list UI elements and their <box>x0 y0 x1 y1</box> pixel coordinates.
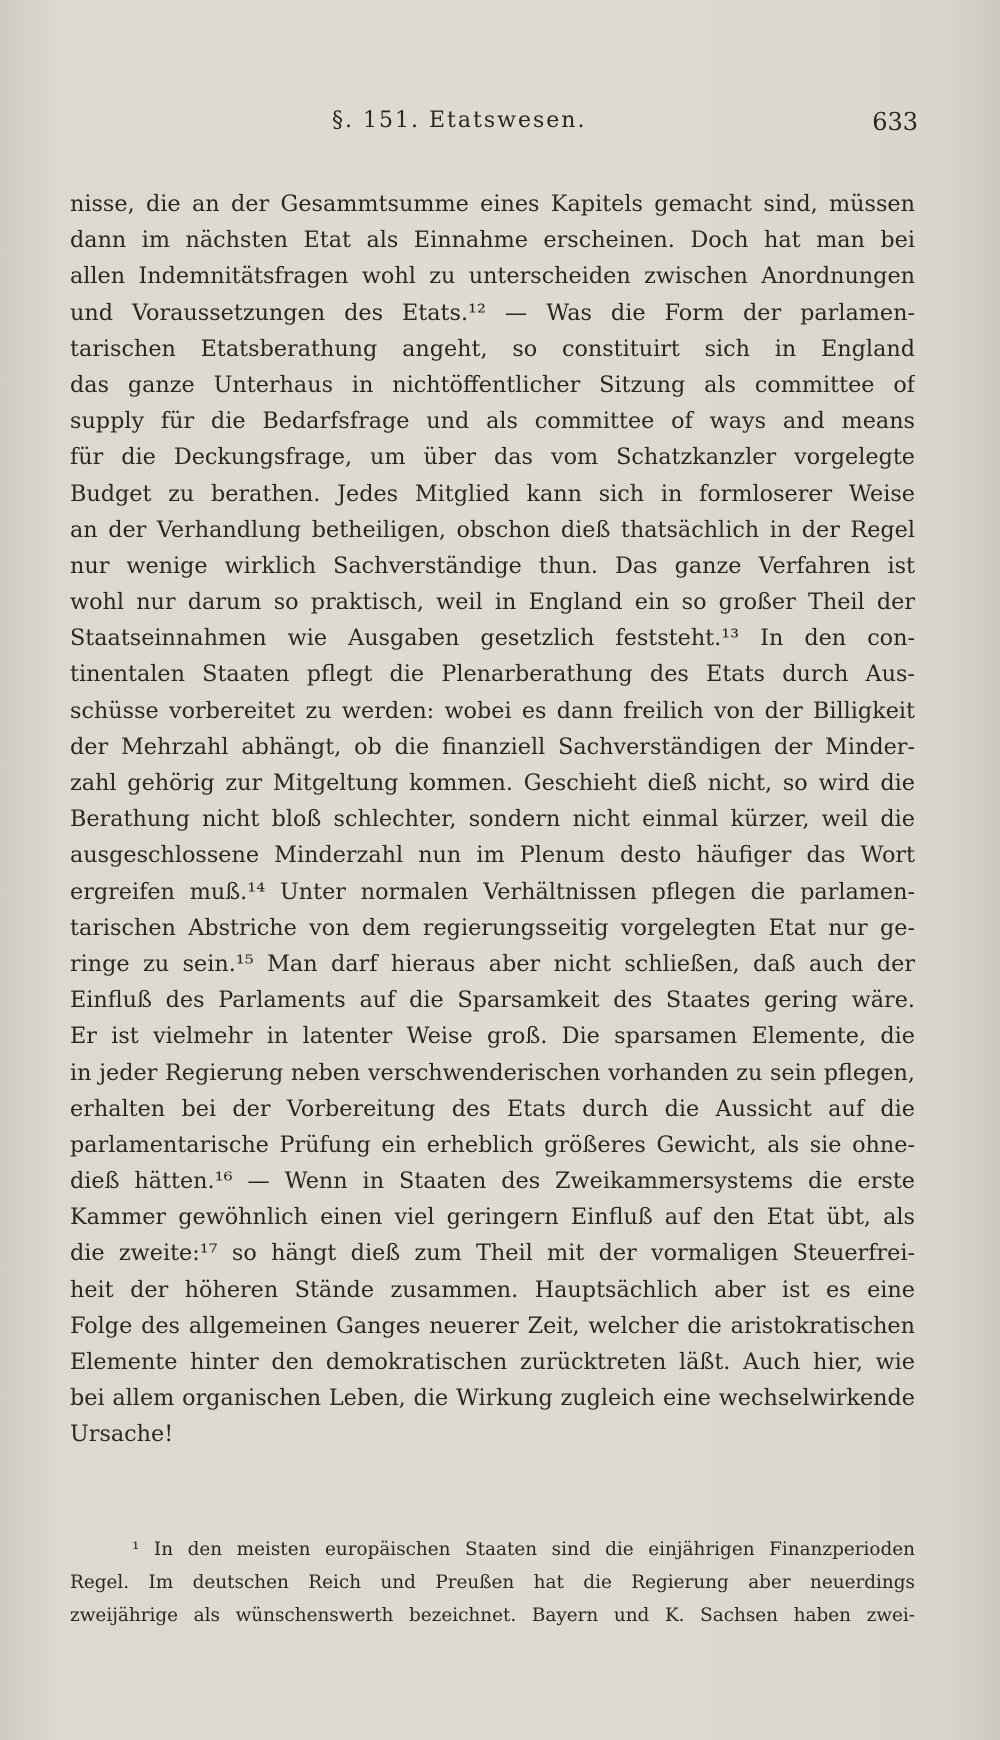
text-line: tarischen Abstriche von dem regierungsseitig vorgelegten Etat nur ge- <box>70 914 915 941</box>
page-number: 633 <box>872 108 918 136</box>
text-line: die zweite:¹⁷ so hängt dieß zum Theil mit der vormaligen Steuerfrei- <box>70 1240 915 1267</box>
footnotes <box>70 1533 915 1632</box>
text-line: nur wenige wirklich Sachverständige thun. Das ganze Verfahren ist <box>70 552 915 579</box>
text-line: Folge des allgemeinen Ganges neuerer Zeit, welcher die aristokratischen <box>70 1312 915 1339</box>
text-line: ergreifen muß.¹⁴ Unter normalen Verhältnissen pflegen die parlamen- <box>70 878 915 905</box>
text-line: Budget zu berathen. Jedes Mitglied kann sich in formloserer Weise <box>70 480 915 507</box>
text-line: Elemente hinter den demokratischen zurücktreten läßt. Auch hier, wie <box>70 1349 915 1375</box>
text-line: und Voraussetzungen des Etats.¹² — Was die Form der parlamen- <box>70 299 915 326</box>
text-line: an der Verhandlung betheiligen, obschon dieß thatsächlich in der Regel <box>70 516 915 543</box>
text-line: dieß hätten.¹⁶ — Wenn in Staaten des Zweikammersystems die erste <box>70 1168 915 1195</box>
text-line: zahl gehörig zur Mitgeltung kommen. Geschieht dieß nicht, so wird die <box>70 770 915 796</box>
text-line: erhalten bei der Vorbereitung des Etats durch die Aussicht auf die <box>70 1095 915 1122</box>
text-line: wohl nur darum so praktisch, weil in England ein so großer Theil der <box>70 589 915 616</box>
text-line: allen Indemnitätsfragen wohl zu unterscheiden zwischen Anordnungen <box>70 263 915 290</box>
text-line: bei allem organischen Leben, die Wirkung zugleich eine wechselwirkende <box>70 1385 915 1412</box>
text-line: ringe zu sein.¹⁵ Man darf hieraus aber nicht schließen, daß auch der <box>70 950 915 977</box>
text-line: tarischen Etatsberathung angeht, so constituirt sich in England <box>70 335 915 362</box>
text-line: ausgeschlossene Minderzahl nun im Plenum desto häufiger das Wort <box>70 842 915 869</box>
text-line: nisse, die an der Gesammtsumme eines Kapitels gemacht sind, müssen <box>70 191 915 217</box>
body-text <box>70 186 915 1453</box>
text-line: dann im nächsten Etat als Einnahme erscheinen. Doch hat man bei <box>70 227 915 254</box>
text-line: schüsse vorbereitet zu werden: wobei es dann freilich von der Billigkeit <box>70 697 915 724</box>
text-line: parlamentarische Prüfung ein erheblich größeres Gewicht, als sie ohne- <box>70 1131 915 1158</box>
text-line: tinentalen Staaten pflegt die Plenarberathung des Etats durch Aus- <box>70 661 915 688</box>
text-line: Kammer gewöhnlich einen viel geringern Einfluß auf den Etat übt, als <box>70 1204 915 1231</box>
text-line: Staatseinnahmen wie Ausgaben gesetzlich feststeht.¹³ In den con- <box>70 625 915 652</box>
footnote-line: zweijährige als wünschenswerth bezeichnet. Bayern und K. Sachsen haben zwei- <box>70 1605 915 1626</box>
footnote-line: Regel. Im deutschen Reich und Preußen hat die Regierung aber neuerdings <box>70 1572 915 1593</box>
footnote-line: ¹ In den meisten europäischen Staaten sind die einjährigen Finanzperioden <box>132 1539 915 1560</box>
text-line: Berathung nicht bloß schlechter, sondern nicht einmal kürzer, weil die <box>70 806 915 833</box>
text-line: in jeder Regierung neben verschwenderischen vorhanden zu sein pflegen, <box>70 1059 915 1086</box>
text-line: der Mehrzahl abhängt, ob die finanziell Sachverständigen der Minder- <box>70 733 915 760</box>
text-line: Einfluß des Parlaments auf die Sparsamkeit des Staates gering wäre. <box>70 987 915 1014</box>
text-line: für die Deckungsfrage, um über das vom Schatzkanzler vorgelegte <box>70 444 915 471</box>
text-line: das ganze Unterhaus in nichtöffentlicher Sitzung als committee of <box>70 371 915 398</box>
page-header <box>70 108 928 148</box>
text-line: Er ist vielmehr in latenter Weise groß. Die sparsamen Elemente, die <box>70 1023 915 1050</box>
running-head: §. 151. Etatswesen. <box>332 108 587 133</box>
text-line: Ursache! <box>70 1421 174 1448</box>
text-line: supply für die Bedarfsfrage und als committee of ways and means <box>70 408 915 435</box>
text-line: heit der höheren Stände zusammen. Hauptsächlich aber ist es eine <box>70 1276 915 1303</box>
